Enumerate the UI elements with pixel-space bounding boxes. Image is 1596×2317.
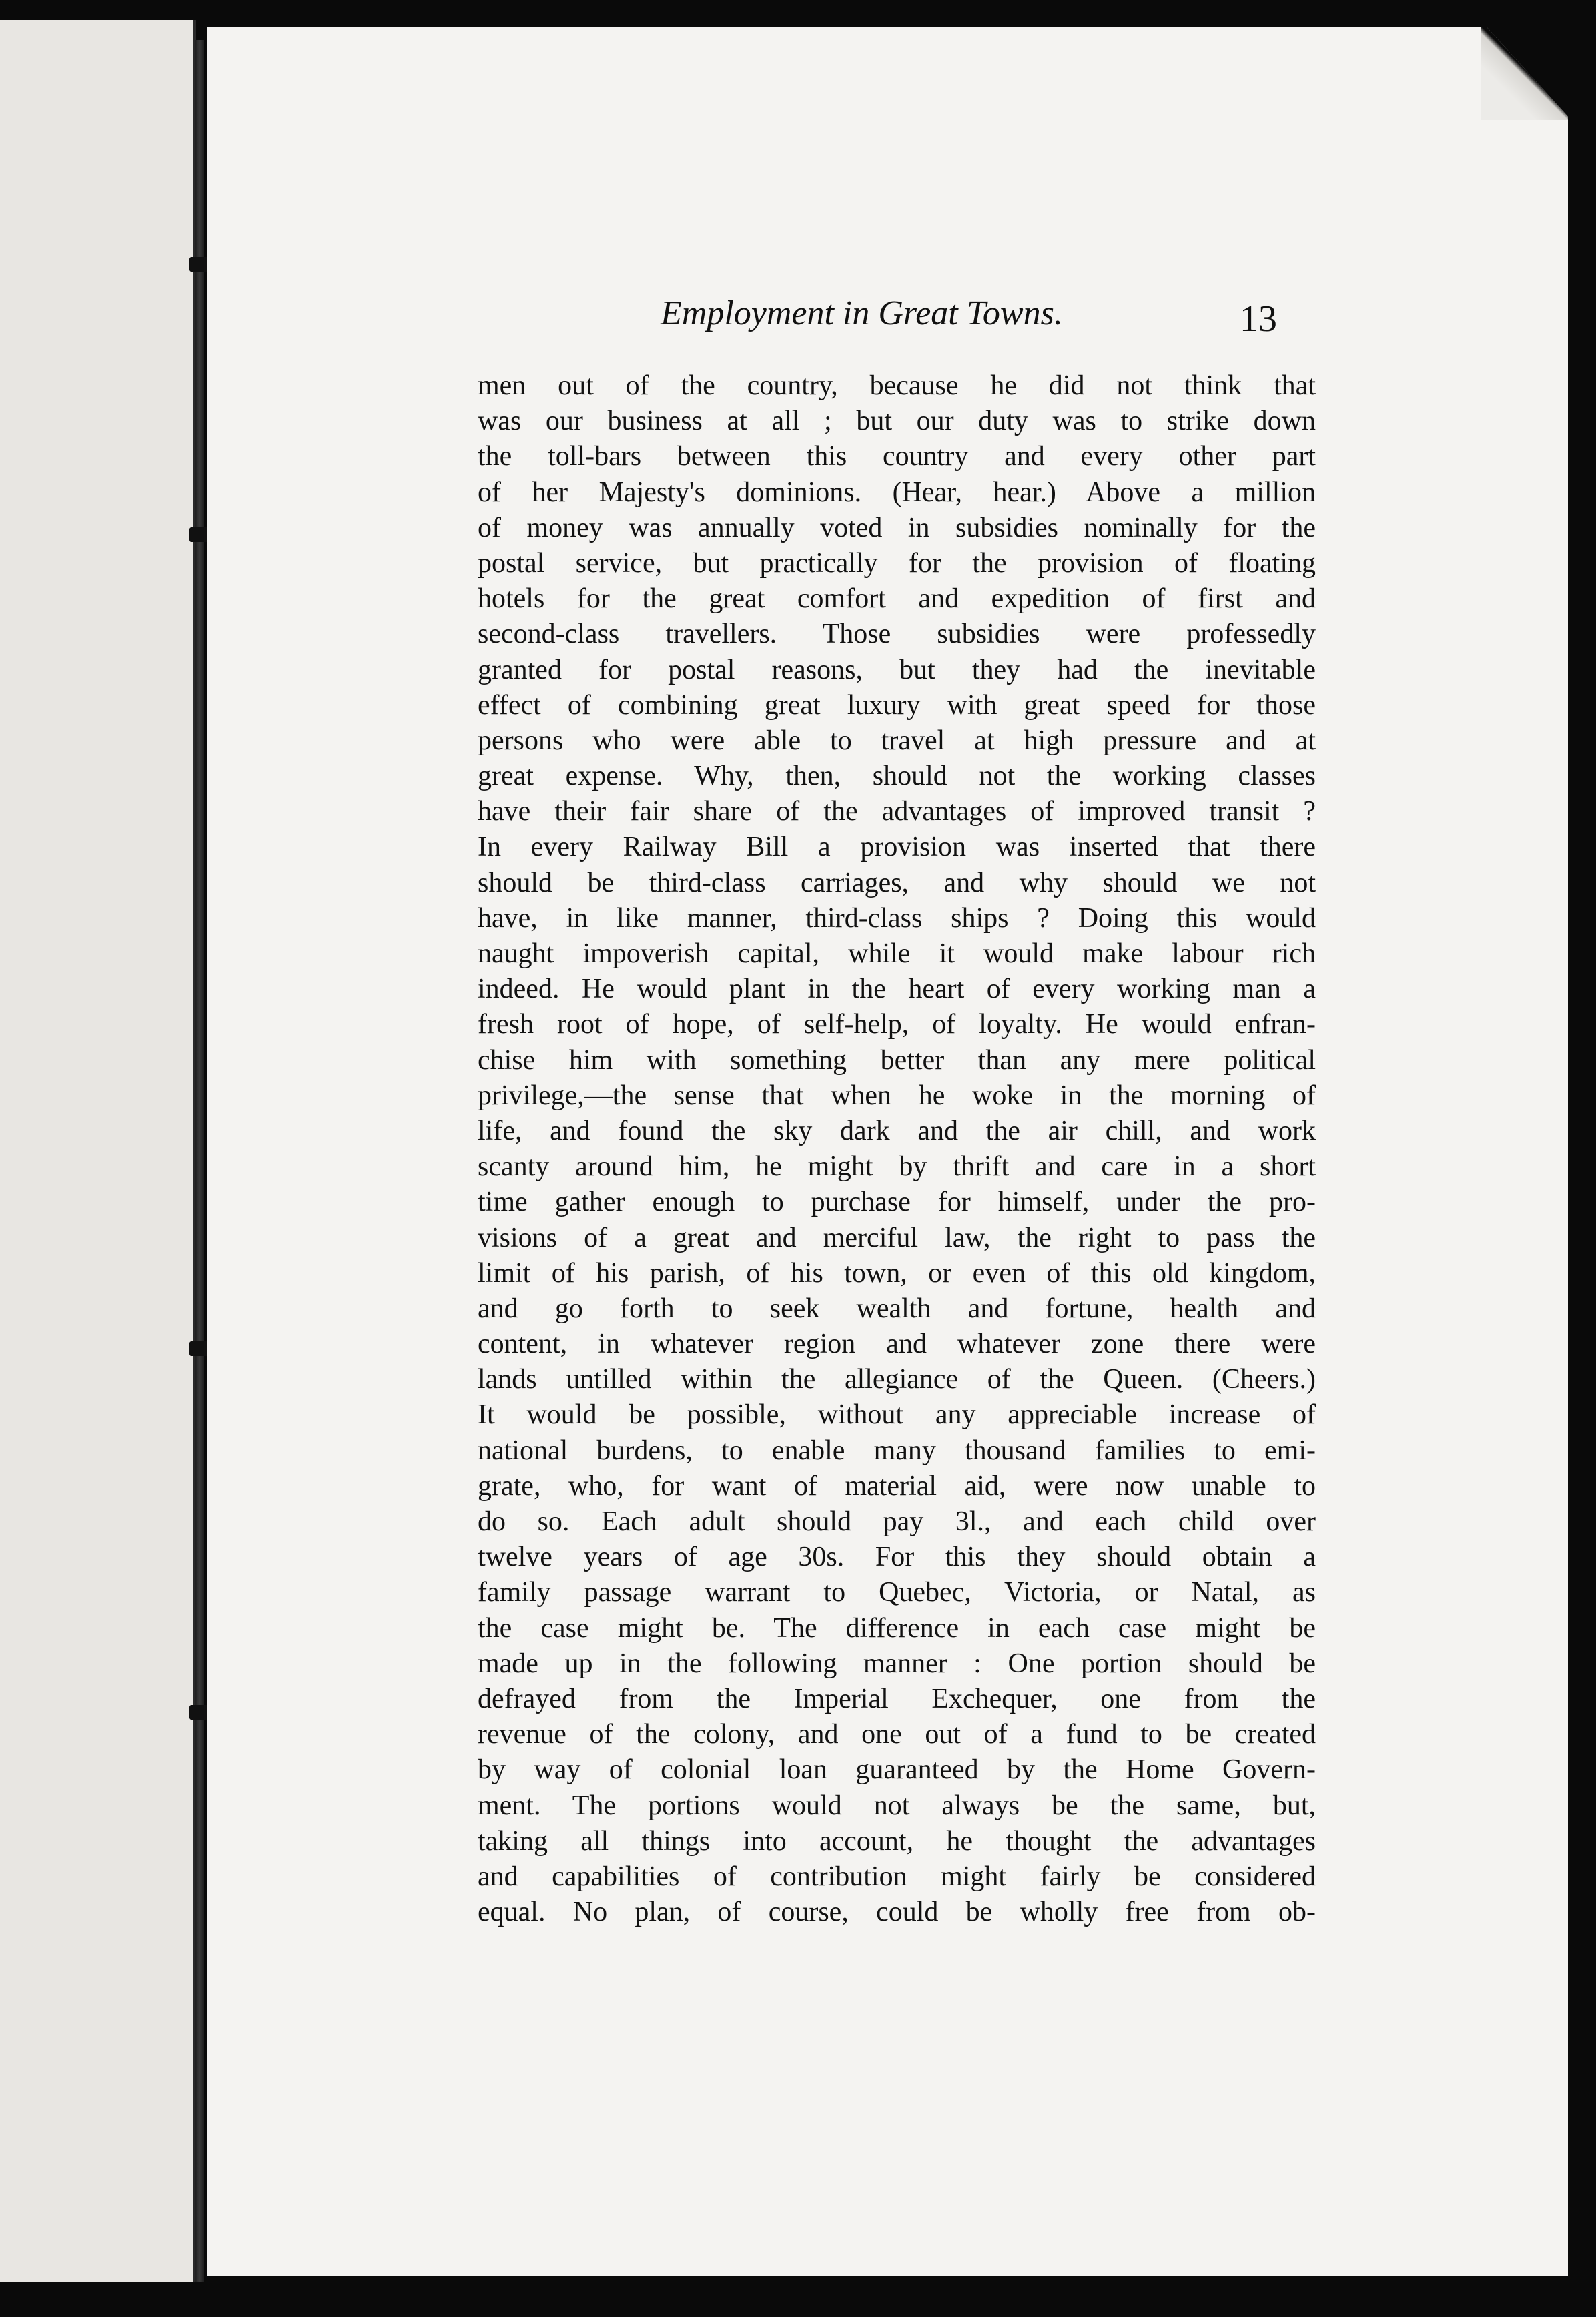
text-line: persons who were able to travel at high pressure and at [478, 725, 1316, 756]
text-line: made up in the following manner : One portion should be [478, 1648, 1316, 1679]
text-line: great expense. Why, then, should not the working classes [478, 761, 1316, 792]
page-corner-fold [1481, 27, 1568, 120]
binding-stitch [189, 527, 210, 542]
text-line: scanty around him, he might by thrift and care in a short [478, 1151, 1316, 1183]
text-line: of money was annually voted in subsidies nominally for the [478, 512, 1316, 543]
text-line: hotels for the great comfort and expedition of first and [478, 583, 1316, 615]
book-binding [195, 40, 204, 2282]
text-line: men out of the country, because he did not think that [478, 370, 1316, 401]
text-line: have their fair share of the advantages of improved transit ? [478, 796, 1316, 828]
text-line: national burdens, to enable many thousand families to emi- [478, 1435, 1316, 1466]
text-line: lands untilled within the allegiance of the Queen. (Cheers.) [478, 1364, 1316, 1395]
text-line: of her Majesty's dominions. (Hear, hear.) Above a million [478, 476, 1316, 508]
text-line: equal. No plan, of course, could be wholly free from ob- [478, 1897, 1316, 1928]
text-line: was our business at all ; but our duty was to strike down [478, 406, 1316, 437]
page-number: 13 [1240, 298, 1277, 340]
text-line: effect of combining great luxury with great speed for those [478, 689, 1316, 721]
text-line: taking all things into account, he thought the advantages [478, 1825, 1316, 1857]
binding-stitch [189, 1341, 210, 1356]
text-line: fresh root of hope, of self-help, of loyalty. He would enfran- [478, 1009, 1316, 1040]
running-title: Employment in Great Towns. [661, 294, 1063, 332]
text-line: the toll-bars between this country and every other part [478, 441, 1316, 472]
text-line: and go forth to seek wealth and fortune, health and [478, 1293, 1316, 1324]
text-line: visions of a great and merciful law, the right to pass the [478, 1222, 1316, 1253]
binding-stitch [189, 1705, 210, 1720]
text-line: postal service, but practically for the provision of floating [478, 547, 1316, 579]
text-line: In every Railway Bill a provision was inserted that there [478, 832, 1316, 863]
body-text [478, 368, 1316, 1930]
text-line: and capabilities of contribution might fairly be considered [478, 1861, 1316, 1892]
text-line: naught impoverish capital, while it would make labour rich [478, 938, 1316, 969]
text-line: ment. The portions would not always be the same, but, [478, 1790, 1316, 1821]
text-line: defrayed from the Imperial Exchequer, one from the [478, 1683, 1316, 1714]
page-header [661, 294, 1328, 340]
text-line: It would be possible, without any appreciable increase of [478, 1399, 1316, 1431]
text-line: do so. Each adult should pay 3l., and each child over [478, 1506, 1316, 1537]
text-line: by way of colonial loan guaranteed by the Home Govern- [478, 1754, 1316, 1786]
text-line: twelve years of age 30s. For this they should obtain a [478, 1542, 1316, 1573]
text-line: second-class travellers. Those subsidies were professedly [478, 619, 1316, 650]
text-line: family passage warrant to Quebec, Victoria, or Natal, as [478, 1577, 1316, 1608]
text-line: time gather enough to purchase for himself, under the pro- [478, 1187, 1316, 1218]
text-line: should be third-class carriages, and why should we not [478, 867, 1316, 898]
text-line: the case might be. The difference in each case might be [478, 1612, 1316, 1644]
text-line: grate, who, for want of material aid, were now unable to [478, 1470, 1316, 1502]
text-line: content, in whatever region and whatever zone there were [478, 1329, 1316, 1360]
text-line: have, in like manner, third-class ships ? Doing this would [478, 902, 1316, 934]
text-line: limit of his parish, of his town, or even of this old kingdom, [478, 1257, 1316, 1289]
text-line: granted for postal reasons, but they had the inevitable [478, 654, 1316, 685]
left-page [0, 20, 196, 2282]
text-line: chise him with something better than any mere political [478, 1044, 1316, 1076]
binding-stitch [189, 257, 210, 272]
text-line: revenue of the colony, and one out of a fund to be created [478, 1719, 1316, 1750]
text-line: privilege,—the sense that when he woke in the morning of [478, 1080, 1316, 1111]
text-line: indeed. He would plant in the heart of every working man a [478, 974, 1316, 1005]
text-line: life, and found the sky dark and the air chill, and work [478, 1115, 1316, 1146]
